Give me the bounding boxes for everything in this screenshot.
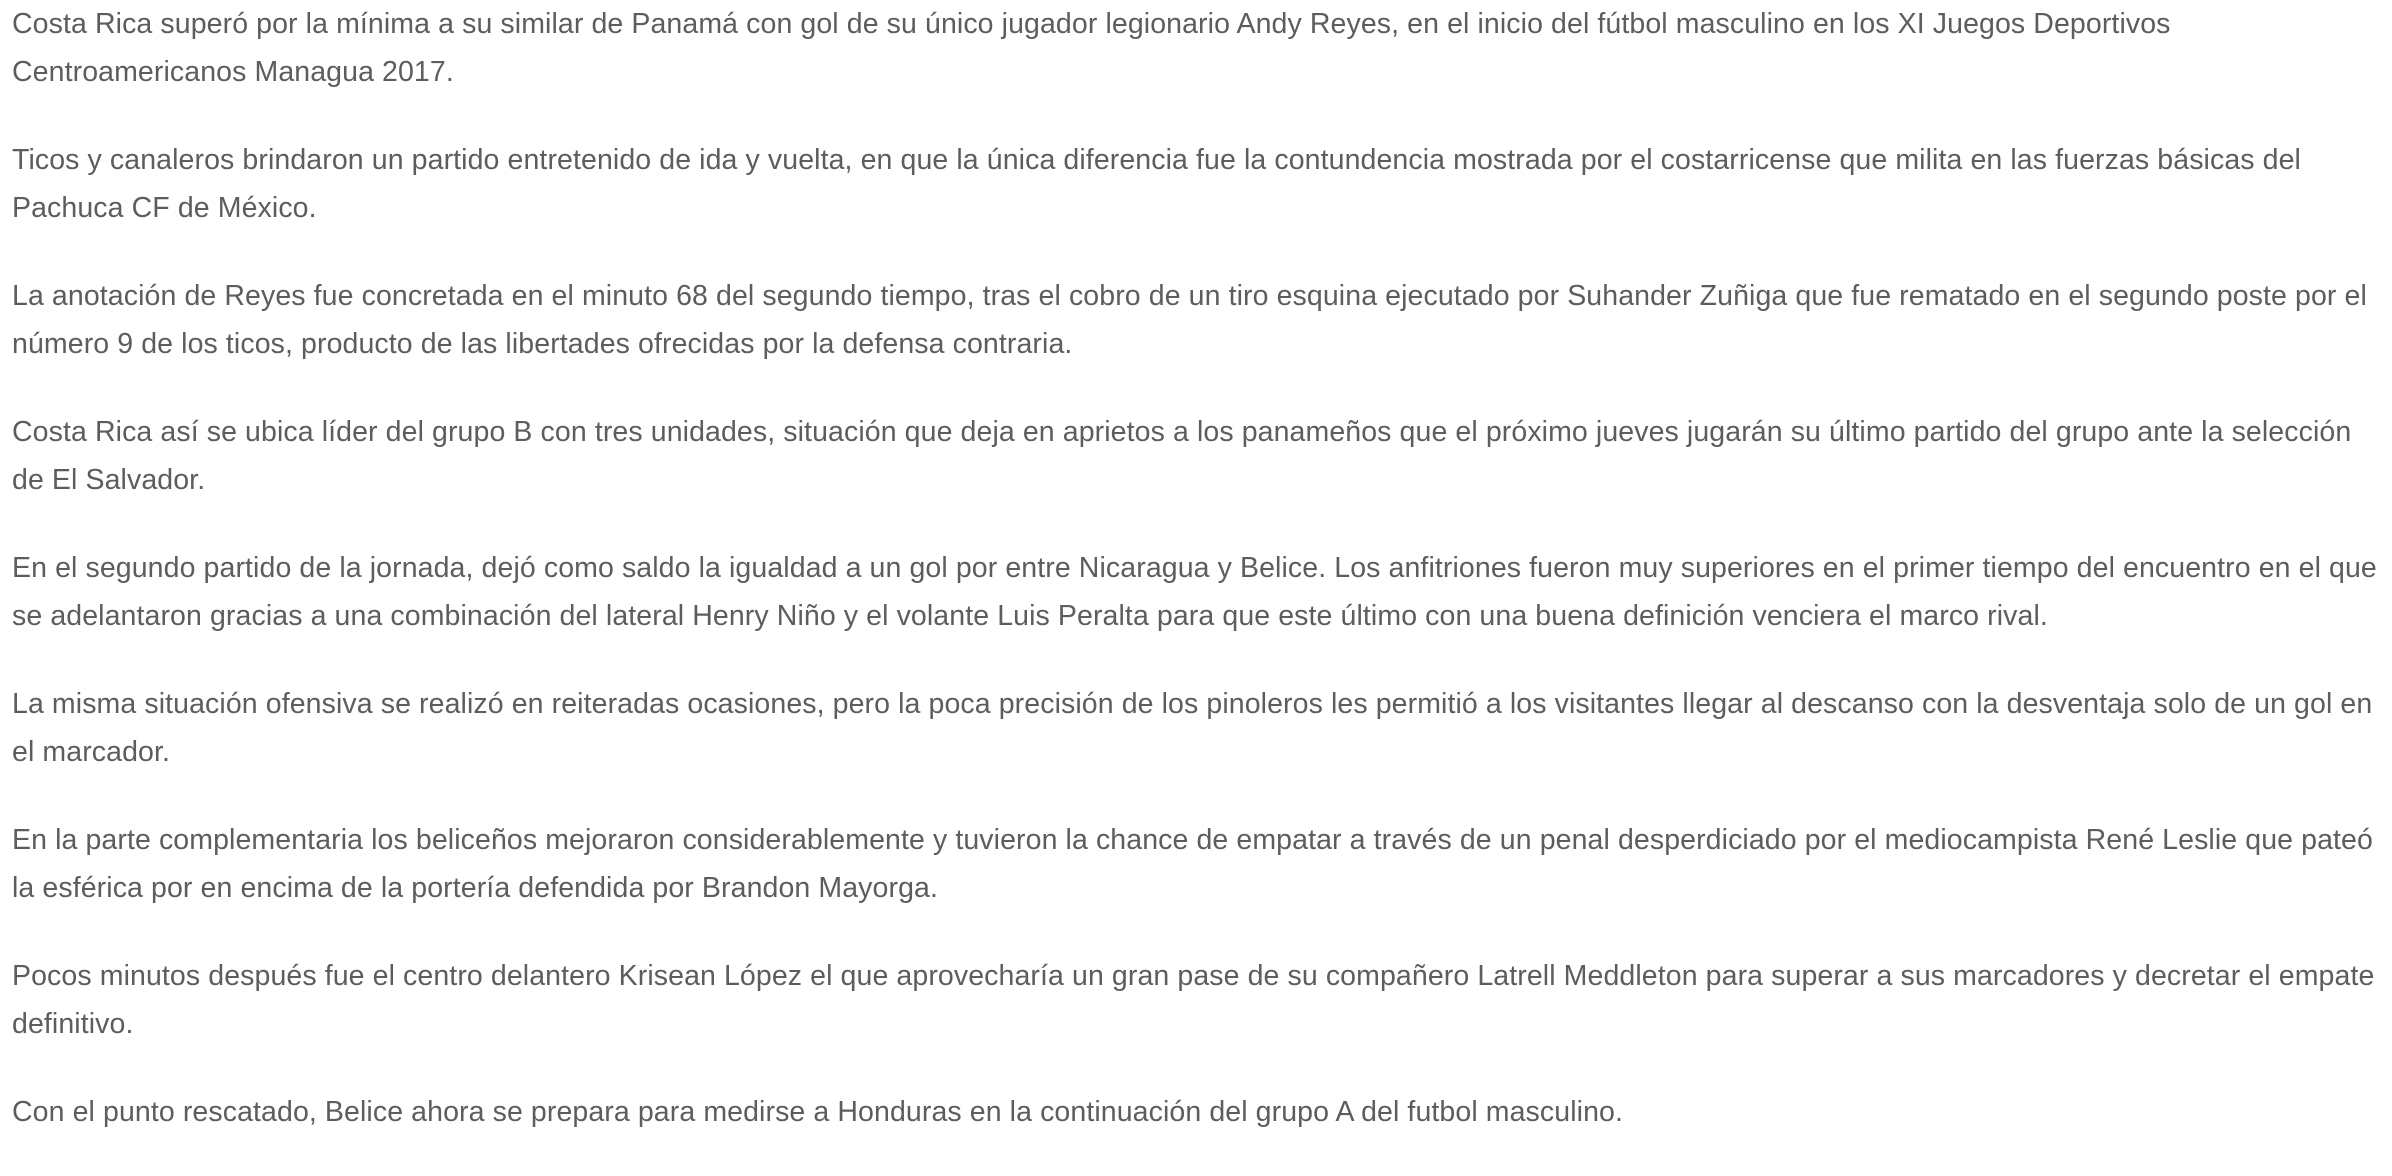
article-paragraph-9: Con el punto rescatado, Belice ahora se prepara para medirse a Honduras en la continuación del grupo A del futbol masculino. bbox=[12, 1096, 1623, 1128]
article-paragraph-4: Costa Rica así se ubica líder del grupo B con tres unidades, situación que deja en aprietos a los panameños que el próximo jueves jugarán su último partido del grupo ante la selección de El Salvador. bbox=[12, 416, 2352, 496]
article-paragraph-2: Ticos y canaleros brindaron un partido entretenido de ida y vuelta, en que la única diferencia fue la contundencia mostrada por el costarricense que milita en las fuerzas básicas del Pachuca CF de México. bbox=[12, 144, 2301, 224]
article-paragraph-6: La misma situación ofensiva se realizó en reiteradas ocasiones, pero la poca precisión de los pinoleros les permitió a los visitantes llegar al descanso con la desventaja solo de un gol en el marcador. bbox=[12, 688, 2373, 768]
article-body bbox=[12, 0, 2380, 1176]
article-paragraph-5: En el segundo partido de la jornada, dejó como saldo la igualdad a un gol por entre Nicaragua y Belice. Los anfitriones fueron muy superiores en el primer tiempo del encuentro en el que se adelantaron gracias a una combinación del lateral Henry Niño y el volante Luis Peralta para que este último con una buena definición venciera el marco rival. bbox=[12, 552, 2377, 632]
article-paragraph-3: La anotación de Reyes fue concretada en el minuto 68 del segundo tiempo, tras el cobro de un tiro esquina ejecutado por Suhander Zuñiga que fue rematado en el segundo poste por el número 9 de los ticos, producto de las libertades ofrecidas por la defensa contraria. bbox=[12, 280, 2367, 360]
article-paragraph-1: Costa Rica superó por la mínima a su similar de Panamá con gol de su único jugador legionario Andy Reyes, en el inicio del fútbol masculino en los XI Juegos Deportivos Centroamericanos Managua 2017. bbox=[12, 8, 2171, 88]
article-paragraph-7: En la parte complementaria los beliceños mejoraron considerablemente y tuvieron la chance de empatar a través de un penal desperdiciado por el mediocampista René Leslie que pateó la esférica por en encima de la portería defendida por Brandon Mayorga. bbox=[12, 824, 2373, 904]
article-paragraph-8: Pocos minutos después fue el centro delantero Krisean López el que aprovecharía un gran pase de su compañero Latrell Meddleton para superar a sus marcadores y decretar el empate definitivo. bbox=[12, 960, 2375, 1040]
